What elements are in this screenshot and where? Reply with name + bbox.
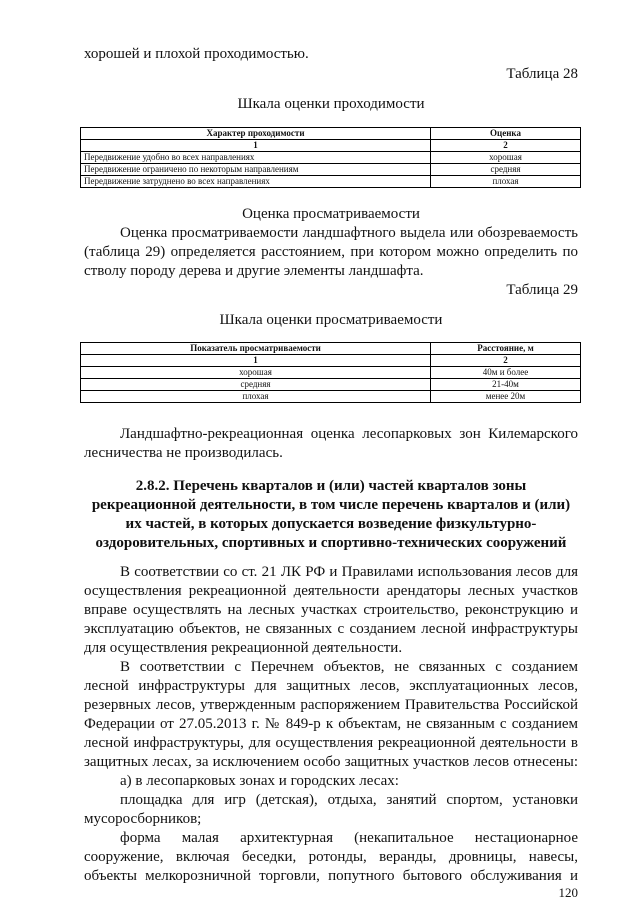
table-cell: 21-40м [431,379,581,391]
table-28-number-cell: 2 [431,140,581,152]
table-row [81,367,581,379]
landscape-note-line: Ландшафтно-рекреационная оценка лесопарковых зон Килемарского [120,426,578,442]
table-29-label: Таблица 29 [506,282,578,298]
list-item-a: а) в лесопарковых зонах и городских лесах: [120,773,399,789]
visibility-text-line: (таблица 29) определяется расстоянием, при котором можно определить по [84,244,578,260]
paragraph-line: эксплуатацию объектов, не связанных с созданием лесной инфраструктуры [84,621,578,637]
table-29-number-cell: 1 [81,355,431,367]
paragraph-line: осуществления рекреационной деятельности арендаторы лесных участков [84,583,578,599]
list-item-line: форма малая архитектурная (некапитальное нестационарное [120,830,578,846]
list-item-line: площадка для игр (детская), отдыха, занятий спортом, установки [120,792,578,808]
paragraph-line: Федерации от 27.05.2013 г. № 849-р к объектам, не связанным с созданием [84,716,578,732]
paragraph-line: В соответствии с Перечнем объектов, не связанных с созданием [120,659,578,675]
table-cell: менее 20м [431,391,581,403]
paragraph-line: лесной инфраструктуры, для осуществления рекреационной деятельности в [84,735,578,751]
table-row [81,176,581,188]
list-item-line: мусоросборников; [84,811,202,827]
table-cell: хорошая [431,152,581,164]
page-number: 120 [558,885,578,900]
table-28-header-cell: Оценка [431,128,581,140]
table-28 [80,127,581,188]
visibility-heading: Оценка просматриваемости [242,206,420,222]
table-cell: плохая [81,391,431,403]
table-cell: 40м и более [431,367,581,379]
list-item-line: сооружение, включая беседки, ротонды, веранды, дровницы, навесы, [84,849,578,865]
section-heading-line: их частей, в которых допускается возведение физкультурно- [125,516,537,532]
table-cell: Передвижение затруднено во всех направлениях [81,176,431,188]
section-heading-line: 2.8.2. Перечень кварталов и (или) частей кварталов зоны [135,478,527,494]
table-28-header-cell: Характер проходимости [81,128,431,140]
section-heading-line: рекреационной деятельности, в том числе перечень кварталов и (или) [91,497,571,513]
table-28-title: Шкала оценки проходимости [237,96,425,112]
paragraph-line: резервных лесов, утвержденным распоряжением Правительства Российской [84,697,578,713]
table-row [81,391,581,403]
intro-line: хорошей и плохой проходимостью. [84,46,309,62]
table-cell: Передвижение удобно во всех направлениях [81,152,431,164]
visibility-text-line: стволу породу дерева и другие элементы ландшафта. [84,263,424,279]
table-29-title: Шкала оценки просматриваемости [219,312,443,328]
section-heading-line: оздоровительных, спортивных и спортивно-технических сооружений [95,535,567,551]
paragraph-line: лесной инфраструктуры для защитных лесов, эксплуатационных лесов, [84,678,578,694]
table-29 [80,342,581,403]
table-row [81,152,581,164]
table-28-header-row [81,128,581,140]
table-28-number-cell: 1 [81,140,431,152]
table-29-header-cell: Показатель просматриваемости [81,343,431,355]
table-28-label: Таблица 28 [506,66,578,82]
visibility-text-line: Оценка просматриваемости ландшафтного выдела или обозреваемость [120,225,578,241]
table-cell: хорошая [81,367,431,379]
paragraph-line: вправе осуществлять на лесных участках строительство, реконструкцию и [84,602,578,618]
paragraph-line: защитных лесах, за исключением особо защитных участков лесов отнесены: [84,754,578,770]
table-cell: средняя [431,164,581,176]
paragraph-line: В соответствии со ст. 21 ЛК РФ и Правилами использования лесов для [120,564,578,580]
table-cell: Передвижение ограничено по некоторым направлениям [81,164,431,176]
table-29-number-row [81,355,581,367]
table-row [81,164,581,176]
table-28-number-row [81,140,581,152]
table-29-number-cell: 2 [431,355,581,367]
table-29-header-row [81,343,581,355]
paragraph-line: для осуществления рекреационной деятельности. [84,640,403,656]
landscape-note-line: лесничества не производилась. [84,445,283,461]
table-cell: средняя [81,379,431,391]
table-cell: плохая [431,176,581,188]
table-row [81,379,581,391]
table-29-header-cell: Расстояние, м [431,343,581,355]
list-item-line: объекты мелкорозничной торговли, попутного бытового обслуживания и [84,868,578,884]
